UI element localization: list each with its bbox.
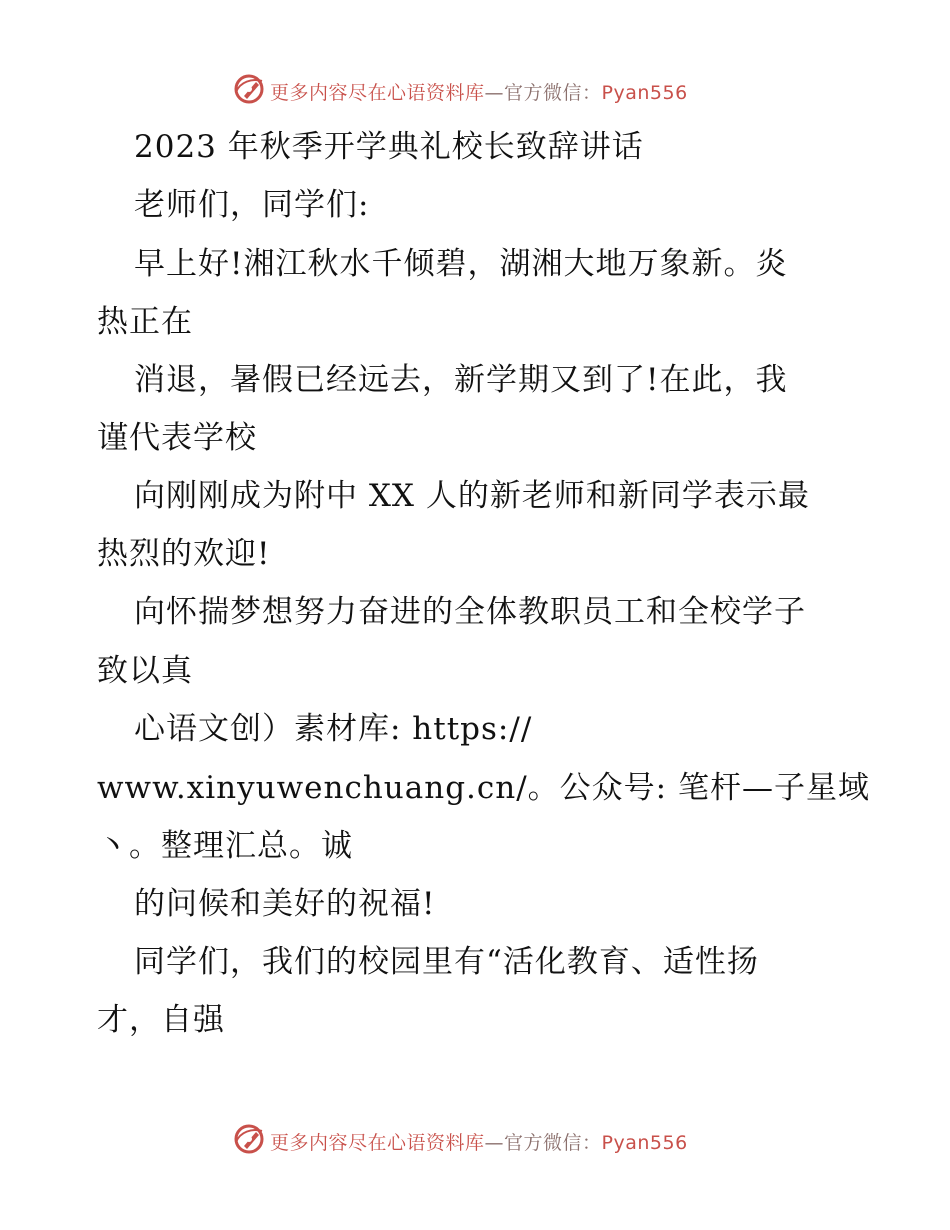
- pen-circle-logo-icon: [232, 1122, 266, 1156]
- header-watermark: [0, 70, 950, 110]
- watermark-text: [270, 78, 688, 105]
- watermark-main: 更多内容尽在心语资料库: [270, 1132, 485, 1154]
- footer-watermark: [0, 1120, 950, 1160]
- paragraph-line: 向怀揣梦想努力奋进的全体教职员工和全校学子: [134, 594, 806, 630]
- paragraph-line: 向刚刚成为附中 XX 人的新老师和新同学表示最: [134, 478, 810, 514]
- paragraph-line: 热正在: [97, 304, 193, 340]
- paragraph-line: 心语文创）素材库: https://: [134, 711, 533, 747]
- watermark-wechat-label: 官方微信：: [504, 82, 602, 104]
- paragraph-line: 早上好!湘江秋水千倾碧，湖湘大地万象新。炎: [134, 246, 788, 282]
- paragraph-line: www.xinyuwenchuang.cn/。公众号: 笔杆—子星域: [97, 770, 870, 806]
- document-title: 2023 年秋季开学典礼校长致辞讲话: [134, 129, 644, 165]
- paragraph-line: 热烈的欢迎!: [97, 536, 271, 572]
- watermark-main: 更多内容尽在心语资料库: [270, 82, 485, 104]
- watermark-wechat-id: Pyan556: [601, 1132, 688, 1154]
- paragraph-line: 老师们，同学们:: [134, 187, 370, 223]
- watermark-text: [270, 1128, 688, 1155]
- watermark-wechat-label: 官方微信：: [504, 1132, 602, 1154]
- paragraph-line: 丶。整理汇总。诚: [97, 828, 353, 864]
- paragraph-line: 才，自强: [97, 1002, 225, 1038]
- paragraph-line: 谨代表学校: [97, 420, 257, 456]
- watermark-dash: —: [484, 1132, 505, 1154]
- watermark-wechat-id: Pyan556: [601, 82, 688, 104]
- paragraph-line: 消退，暑假已经远去，新学期又到了!在此，我: [134, 362, 788, 398]
- paragraph-line: 致以真: [97, 653, 193, 689]
- paragraph-line: 同学们，我们的校园里有“活化教育、适性扬: [134, 944, 759, 980]
- pen-circle-logo-icon: [232, 72, 266, 106]
- watermark-dash: —: [484, 82, 505, 104]
- paragraph-line: 的问候和美好的祝福!: [134, 886, 436, 922]
